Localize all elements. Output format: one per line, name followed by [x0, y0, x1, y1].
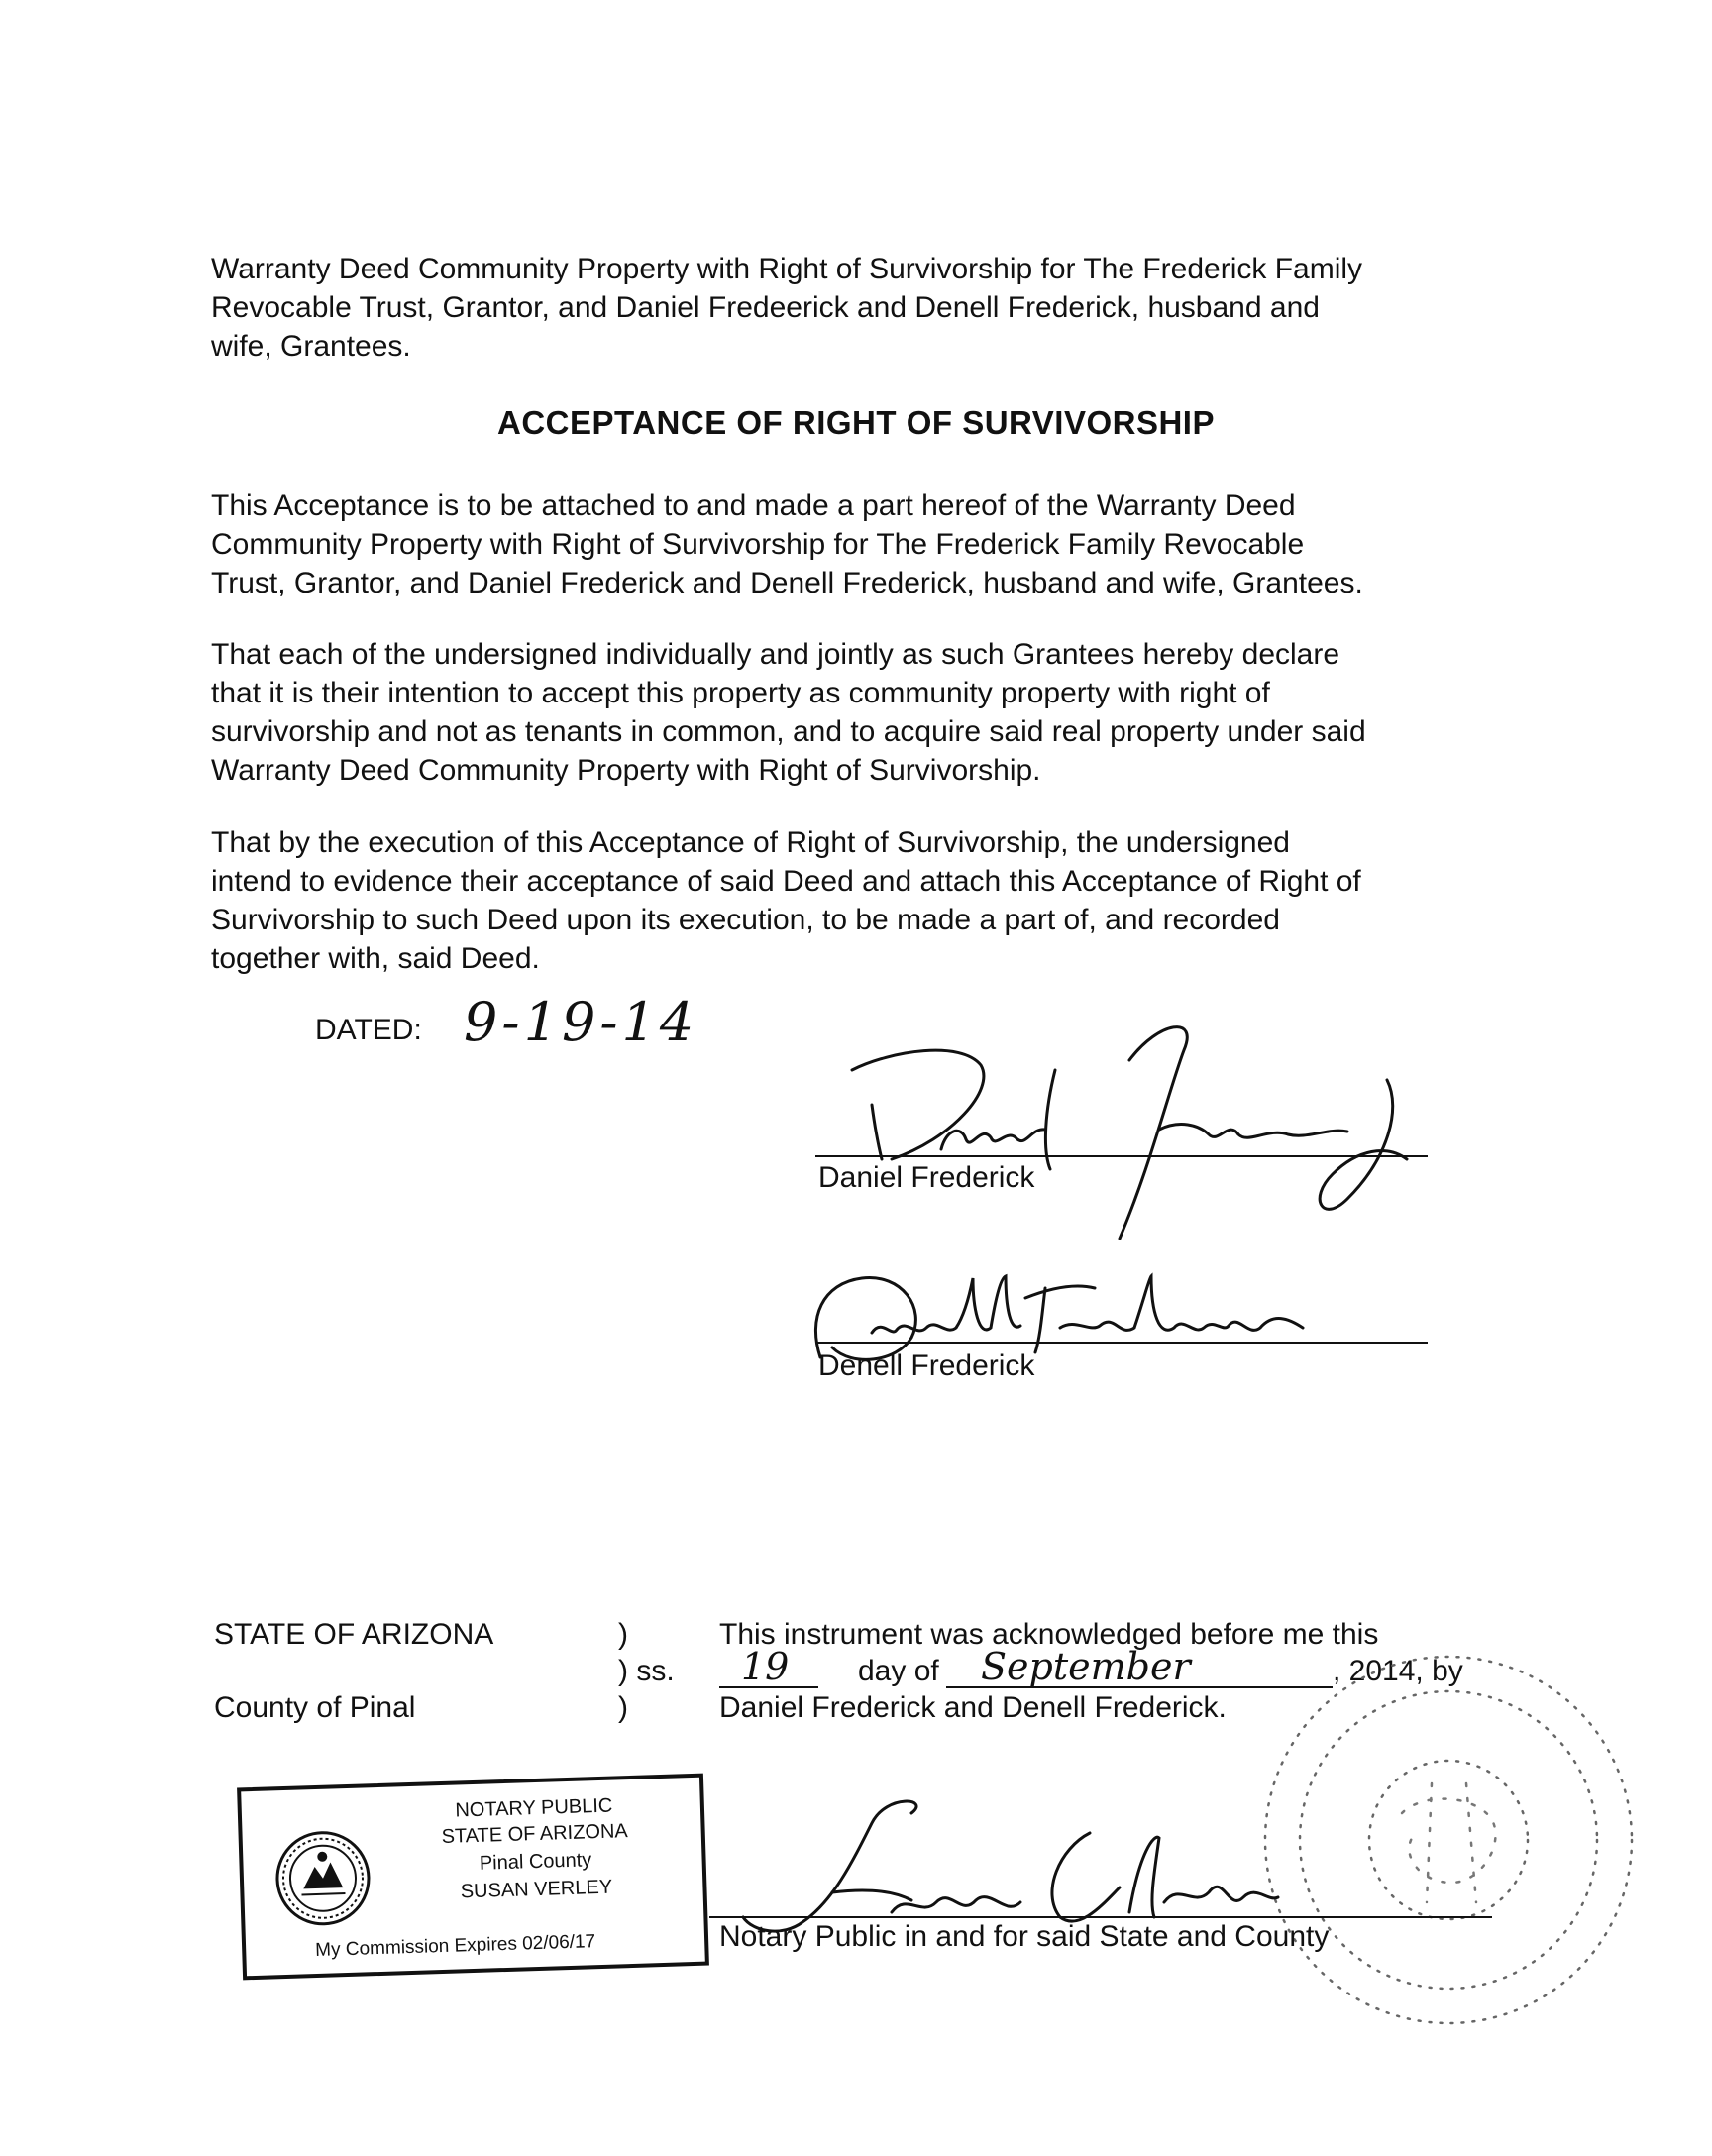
notary-signature-line [709, 1916, 1492, 1918]
venue-paren: ) [618, 1691, 628, 1724]
signature-daniel-frederick [832, 1011, 1417, 1248]
ack-year: , 2014, by [1333, 1655, 1463, 1687]
ack-day-value: 19 [741, 1645, 790, 1688]
intro-line: Warranty Deed Community Property with Right of Survivorship for The Frederick Family [211, 253, 1363, 285]
paragraph-line: This Acceptance is to be attached to and made a part hereof of the Warranty Deed [211, 489, 1296, 522]
ack-day-label: day of [858, 1655, 939, 1687]
venue-paren: ) [618, 1618, 628, 1651]
dated-label: DATED: [315, 1014, 422, 1046]
dated-value: 9-19-14 [464, 991, 698, 1053]
ack-line-1: This instrument was acknowledged before me this [719, 1618, 1379, 1651]
arizona-state-seal-icon [271, 1827, 374, 1929]
intro-line: wife, Grantees. [211, 330, 411, 363]
intro-line: Revocable Trust, Grantor, and Daniel Fredeerick and Denell Frederick, husband and [211, 291, 1320, 324]
stamp-notary-public: NOTARY PUBLIC [455, 1794, 613, 1822]
intro-paragraph [211, 250, 1519, 366]
stamp-notary-name: SUSAN VERLEY [460, 1876, 613, 1903]
document-title: ACCEPTANCE OF RIGHT OF SURVIVORSHIP [496, 404, 1215, 441]
venue-county: County of Pinal [214, 1691, 416, 1724]
ack-line-3: Daniel Frederick and Denell Frederick. [719, 1691, 1227, 1724]
ack-month-value: September [981, 1645, 1191, 1688]
paragraph-line: That each of the undersigned individually and jointly as such Grantees hereby declare [211, 638, 1340, 671]
signer-name-denell: Denell Frederick [818, 1349, 1035, 1382]
paragraph-line: that it is their intention to accept this property as community property with right of [211, 677, 1270, 709]
stamp-commission-expiry: My Commission Expires 02/06/17 [314, 1931, 596, 1962]
paragraph-line: Trust, Grantor, and Daniel Frederick and Denell Frederick, husband and wife, Grantees. [211, 567, 1363, 599]
paragraph-line: intend to evidence their acceptance of said Deed and attach this Acceptance of Right of [211, 865, 1361, 898]
body-paragraph-1 [211, 486, 1519, 602]
body-paragraph-2 [211, 635, 1519, 790]
venue-ss: ) ss. [618, 1655, 675, 1687]
signer-name-daniel: Daniel Frederick [818, 1161, 1035, 1194]
body-paragraph-3 [211, 823, 1519, 978]
paragraph-line: survivorship and not as tenants in common, and to acquire said real property under said [211, 715, 1366, 748]
notary-stamp [237, 1774, 709, 1981]
paragraph-line: Community Property with Right of Survivorship for The Frederick Family Revocable [211, 528, 1305, 561]
venue-state: STATE OF ARIZONA [214, 1618, 494, 1651]
paragraph-line: Warranty Deed Community Property with Right of Survivorship. [211, 754, 1041, 787]
paragraph-line: together with, said Deed. [211, 942, 540, 975]
paragraph-line: Survivorship to such Deed upon its execution, to be made a part of, and recorded [211, 904, 1280, 936]
notary-caption: Notary Public in and for said State and County [719, 1920, 1330, 1953]
paragraph-line: That by the execution of this Acceptance of Right of Survivorship, the undersigned [211, 826, 1290, 859]
stamp-state: STATE OF ARIZONA [441, 1820, 629, 1848]
stamp-county: Pinal County [479, 1849, 592, 1875]
